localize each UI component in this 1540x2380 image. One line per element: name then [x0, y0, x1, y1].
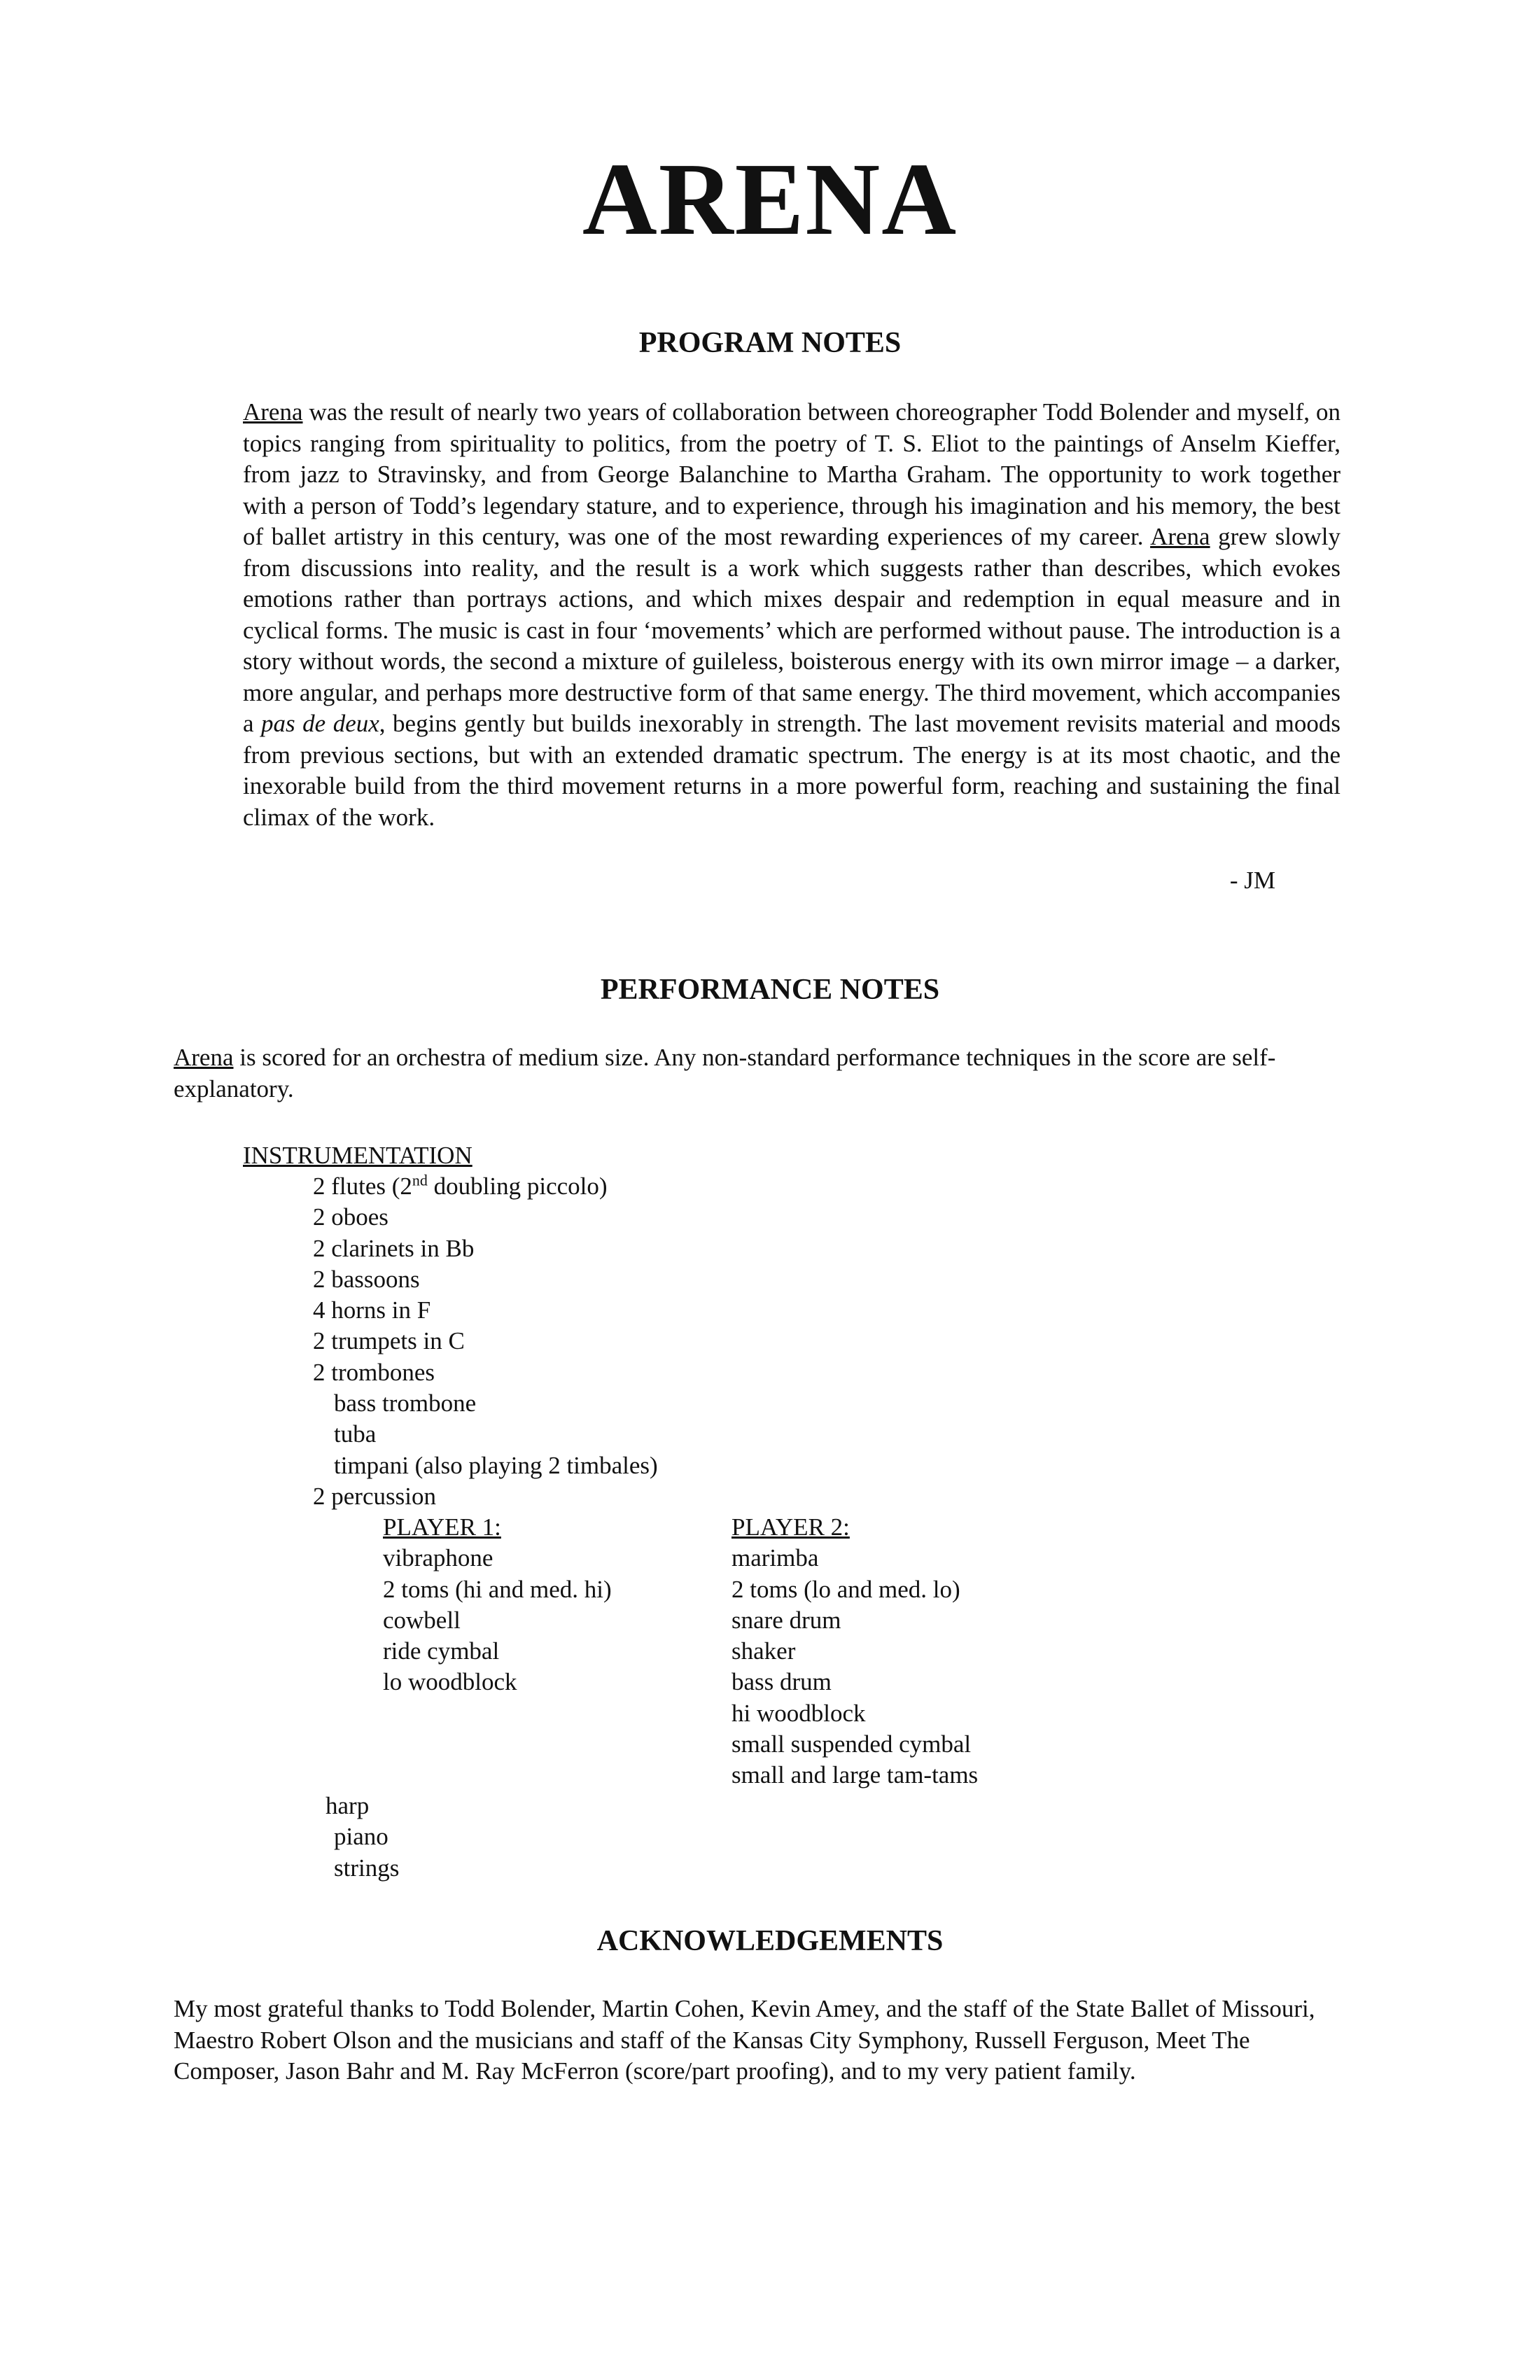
author-signature: - JM [1229, 867, 1275, 894]
pas-de-deux-term: pas de deux [261, 710, 379, 737]
list-item: shaker [732, 1637, 796, 1665]
list-item: bass drum [732, 1668, 832, 1696]
acknowledgements-heading: ACKNOWLEDGEMENTS [596, 1925, 944, 1957]
player-2-list [732, 1512, 978, 1791]
flutes-text: 2 flutes (2 [313, 1172, 412, 1200]
list-item: snare drum [732, 1606, 841, 1634]
performance-notes-text: is scored for an orchestra of medium size. Any non-standard performance techniques in the score are self-explanatory. [174, 1044, 1276, 1102]
instrumentation-heading: INSTRUMENTATION [243, 1142, 472, 1169]
document-title: ARENA [582, 142, 958, 257]
performance-notes-paragraph [174, 1042, 1364, 1105]
list-item: 2 toms (hi and med. hi) [383, 1575, 612, 1603]
list-item: small and large tam-tams [732, 1761, 979, 1789]
list-item: hi woodblock [732, 1699, 866, 1727]
list-item: 2 trombones [313, 1358, 435, 1386]
list-item: strings [334, 1854, 400, 1882]
list-item: 2 percussion [313, 1482, 436, 1510]
list-item: 2 toms (lo and med. lo) [732, 1575, 960, 1603]
list-item: small suspended cymbal [732, 1730, 972, 1758]
list-item: 2 trumpets in C [313, 1327, 465, 1355]
list-item: 2 clarinets in Bb [313, 1234, 475, 1262]
program-notes-heading: PROGRAM NOTES [638, 327, 902, 359]
player-1-list [383, 1512, 612, 1698]
program-notes-paragraph [243, 397, 1340, 833]
list-item: cowbell [383, 1606, 461, 1634]
work-title: Arena [243, 398, 303, 426]
program-notes-text-2: grew slowly from discussions into reality, and the result is a work which suggests rather than describes, which evokes emotions rather than portrays actions, and which mixes despair and redemption in equal measure and in cyclical forms. The music is cast in four ‘movements’ which are performed without pause. The introduction is a story without words, the second a mixture of guileless, boisterous energy with its own mirror image – a darker, more angular, and perhaps more destructive form of that same energy. The third movement, which accompanies a [243, 523, 1340, 737]
list-item: bass trombone [334, 1390, 477, 1418]
list-item: lo woodblock [383, 1668, 517, 1696]
program-notes-text-1: was the result of nearly two years of collaboration between choreographer Todd Bolender and myself, on topics ranging from spirituality to politics, from the poetry of T. S. Eliot to the paintings of Anselm Kieffer, from jazz to Stravinsky, and from George Balanchine to Martha Graham. The opportunity to work together with a person of Todd’s legendary stature, and to experience, through his imagination and his memory, the best of ballet artistry in this century, was one of the most rewarding experiences of my career. [243, 398, 1340, 550]
flutes-text-continued: doubling piccolo) [427, 1172, 608, 1200]
list-item: ride cymbal [383, 1637, 500, 1665]
list-item: piano [334, 1823, 388, 1851]
work-title: Arena [174, 1044, 234, 1071]
performance-notes-heading: PERFORMANCE NOTES [600, 974, 940, 1006]
player-1-heading: PLAYER 1: [383, 1513, 501, 1541]
list-item: 2 bassoons [313, 1265, 420, 1293]
closing-instrument-list [313, 1791, 399, 1884]
ordinal-suffix: nd [412, 1171, 428, 1189]
list-item: vibraphone [383, 1544, 493, 1572]
program-notes-text-3: , begins gently but builds inexorably in strength. The last movement revisits material and moods from previous sections, but with an extended dramatic spectrum. The energy is at its most chaotic, and the inexorable build from the third movement returns in a more powerful form, reaching and sustaining the final climax of the work. [243, 710, 1340, 831]
instrument-list [313, 1171, 658, 1512]
list-item: marimba [732, 1544, 819, 1572]
list-item: harp [326, 1792, 370, 1819]
acknowledgements-paragraph: My most grateful thanks to Todd Bolender, Martin Cohen, Kevin Amey, and the staff of the State Ballet of Missouri, Maestro Robert Olson and the musicians and staff of the Kansas City Symphony, Russell Ferguson, Meet The Composer, Jason Bahr and M. Ray McFerron (score/part proofing), and to my very patient family. [174, 1995, 1315, 2085]
work-title: Arena [1150, 523, 1210, 550]
list-item: 2 oboes [313, 1203, 388, 1231]
list-item: timpani (also playing 2 timbales) [334, 1451, 658, 1479]
list-item [313, 1171, 658, 1202]
list-item: 4 horns in F [313, 1296, 431, 1324]
player-2-heading: PLAYER 2: [732, 1513, 850, 1541]
list-item: tuba [334, 1420, 377, 1448]
